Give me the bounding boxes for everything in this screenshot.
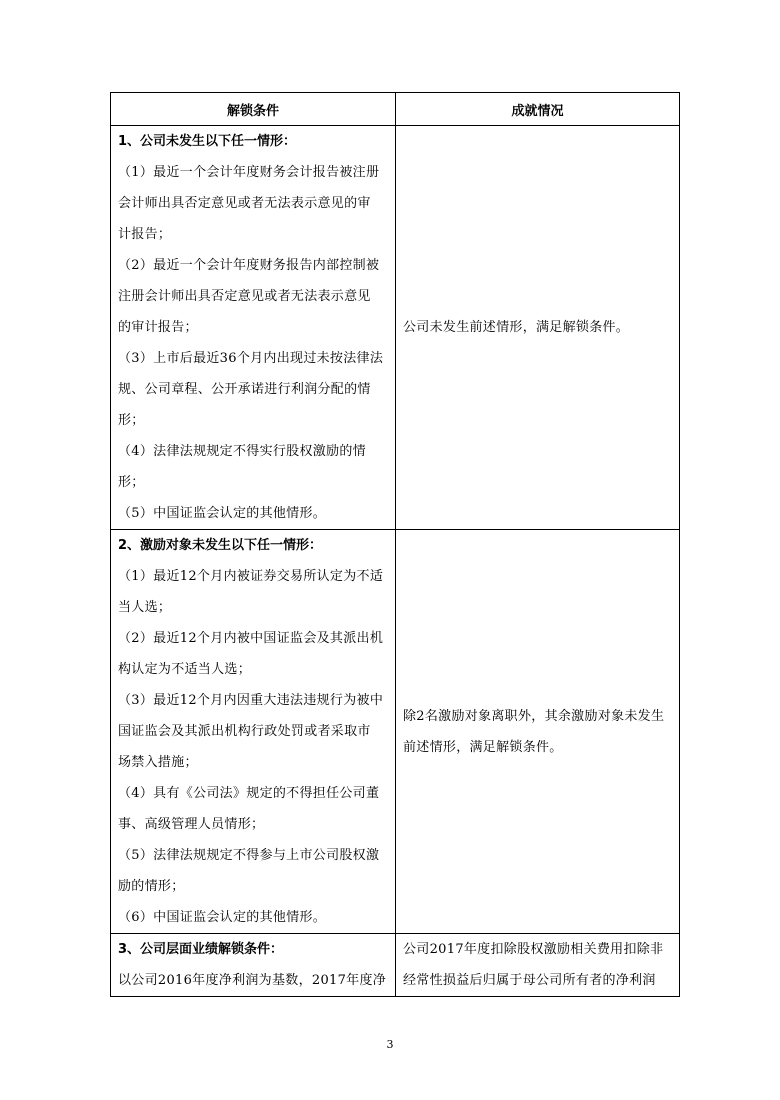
condition-line: （4）具有《公司法》规定的不得担任公司董 (118, 786, 380, 801)
condition-line: 以公司2016年度净利润为基数，2017年度净 (118, 973, 387, 988)
condition-line: 当人选； (118, 600, 172, 615)
condition-line: （2）最近12个月内被中国证监会及其派出机 (118, 631, 384, 646)
condition-line: 规、公司章程、公开承诺进行利润分配的情 (118, 382, 371, 397)
section-title: 1、公司未发生以下任一情形： (118, 134, 297, 149)
condition-line: （1）最近一个会计年度财务会计报告被注册 (118, 165, 380, 180)
unlock-conditions-table (110, 92, 680, 997)
condition-line: 计报告； (118, 227, 172, 242)
condition-line: （3）上市后最近36个月内出现过未按法律法 (118, 351, 384, 366)
table-header-row (111, 93, 680, 126)
condition-line: （6）中国证监会认定的其他情形。 (118, 910, 327, 925)
page-number: 3 (386, 1038, 394, 1051)
condition-line: （4）法律法规规定不得实行股权激励的情 (118, 444, 366, 459)
condition-line: 形； (118, 475, 145, 490)
result-cell (396, 934, 680, 997)
condition-line: 国证监会及其派出机构行政处罚或者采取市 (118, 724, 371, 739)
header-unlock-conditions: 解锁条件 (111, 93, 396, 126)
result-cell (396, 530, 680, 934)
section-title: 2、激励对象未发生以下任一情形： (118, 538, 323, 553)
condition-line: （5）法律法规规定不得参与上市公司股权激 (118, 848, 380, 863)
condition-line: 形； (118, 413, 145, 428)
condition-line: （2）最近一个会计年度财务报告内部控制被 (118, 258, 380, 273)
condition-cell (111, 126, 396, 530)
section-title: 3、公司层面业绩解锁条件： (118, 942, 284, 957)
condition-line: （5）中国证监会认定的其他情形。 (118, 506, 327, 521)
condition-line: 注册会计师出具否定意见或者无法表示意见 (118, 289, 371, 304)
table-row (111, 126, 680, 530)
condition-line: 场禁入措施； (118, 755, 198, 770)
result-cell (396, 126, 680, 530)
condition-cell (111, 934, 396, 997)
condition-line: 励的情形； (118, 879, 185, 894)
condition-line: 的审计报告； (118, 320, 198, 335)
result-line: 除2名激励对象离职外，其余激励对象未发生 (403, 708, 665, 724)
header-achievement: 成就情况 (396, 93, 680, 126)
condition-line: 构认定为不适当人选； (118, 662, 252, 677)
result-line: 经常性损益后归属于母公司所有者的净利润 (403, 973, 656, 988)
table-row (111, 934, 680, 997)
condition-cell (111, 530, 396, 934)
result-line: 公司2017年度扣除股权激励相关费用扣除非 (403, 942, 664, 957)
table-row (111, 530, 680, 934)
condition-line: （3）最近12个月内因重大违法违规行为被中 (118, 693, 384, 708)
result-line: 前述情形，满足解锁条件。 (403, 739, 563, 755)
result-line: 公司未发生前述情形，满足解锁条件。 (403, 320, 630, 335)
condition-line: 事、高级管理人员情形； (118, 817, 265, 832)
condition-line: 会计师出具否定意见或者无法表示意见的审 (118, 196, 371, 211)
condition-line: （1）最近12个月内被证券交易所认定为不适 (118, 569, 384, 584)
